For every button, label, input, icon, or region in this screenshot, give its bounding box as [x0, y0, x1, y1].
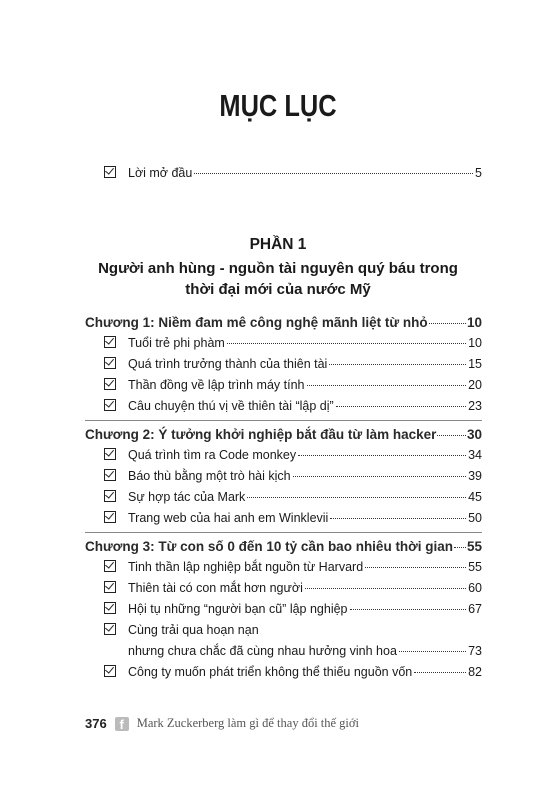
entry-page: 39	[468, 469, 482, 483]
toc-entry[interactable]	[104, 489, 482, 505]
entry-label: Thần đồng về lập trình máy tính	[128, 378, 305, 392]
leader-dots	[247, 497, 466, 498]
chapter-page: 10	[466, 315, 482, 330]
checkbox-icon	[104, 665, 116, 677]
page-number: 376	[85, 716, 107, 731]
checkbox-icon	[104, 623, 116, 635]
checkbox-icon	[104, 581, 116, 593]
entry-page: 10	[468, 336, 482, 350]
leader-dots	[350, 609, 467, 610]
toc-entry[interactable]	[104, 356, 482, 372]
chapter-title: Chương 3: Từ con số 0 đến 10 tỷ cần bao nhiêu thời gian	[85, 539, 454, 554]
leader-dots	[454, 547, 466, 548]
entry-page: 34	[468, 448, 482, 462]
leader-dots	[365, 567, 466, 568]
entry-label: Sự hợp tác của Mark	[128, 490, 246, 504]
toc-entry[interactable]	[104, 664, 482, 680]
entry-label-line2: nhưng chưa chắc đã cùng nhau hưởng vinh hoa	[128, 644, 397, 658]
checkbox-icon	[104, 511, 116, 523]
divider	[85, 420, 482, 421]
chapter-1-heading[interactable]	[85, 314, 482, 332]
entry-page: 60	[468, 581, 482, 595]
entry-label: Công ty muốn phát triển không thể thiếu nguồn vốn	[128, 665, 413, 679]
checkbox-icon	[104, 399, 116, 411]
entry-page: 23	[468, 399, 482, 413]
entry-label-line1: Cùng trải qua hoạn nạn	[128, 623, 259, 637]
part-subtitle-line2: thời đại mới của nước Mỹ	[185, 281, 371, 298]
checkbox-icon	[104, 357, 116, 369]
leader-dots	[329, 364, 466, 365]
entry-page: 55	[468, 560, 482, 574]
leader-dots	[437, 435, 466, 436]
leader-dots	[414, 672, 466, 673]
page-footer	[85, 716, 359, 731]
chapter-page: 30	[466, 427, 482, 442]
part-subtitle-line1: Người anh hùng - nguồn tài nguyên quý báu trong	[98, 260, 458, 277]
entry-page: 82	[468, 665, 482, 679]
toc-entry-preface[interactable]	[104, 165, 482, 181]
chapter-3-heading[interactable]	[85, 538, 482, 556]
entry-label: Báo thù bằng một trò hài kịch	[128, 469, 291, 483]
entry-label: Quá trình trưởng thành của thiên tài	[128, 357, 328, 371]
toc-entry[interactable]	[104, 559, 482, 575]
entry-page: 45	[468, 490, 482, 504]
page-title: MỤC LỤC	[219, 88, 337, 123]
entry-page: 20	[468, 378, 482, 392]
chapter-title: Chương 1: Niềm đam mê công nghệ mãnh liệt từ nhỏ	[85, 315, 428, 330]
entry-page: 67	[468, 602, 482, 616]
toc-entry[interactable]	[104, 377, 482, 393]
leader-dots	[429, 323, 466, 324]
checkbox-icon	[104, 378, 116, 390]
leader-dots	[305, 588, 466, 589]
toc-entry[interactable]	[104, 447, 482, 463]
leader-dots	[298, 455, 466, 456]
entry-label: Lời mở đầu	[128, 166, 193, 180]
toc-entry-multiline[interactable]	[104, 622, 482, 659]
part-name: PHẦN 1	[249, 236, 307, 253]
checkbox-icon	[104, 336, 116, 348]
divider	[85, 532, 482, 533]
toc-entry[interactable]	[104, 510, 482, 526]
leader-dots	[336, 406, 466, 407]
leader-dots	[399, 651, 466, 652]
entry-label: Trang web của hai anh em Winklevii	[128, 511, 329, 525]
toc-entry[interactable]	[104, 601, 482, 617]
checkbox-icon	[104, 166, 116, 178]
checkbox-icon	[104, 469, 116, 481]
entry-page: 73	[468, 644, 482, 658]
entry-label: Câu chuyện thú vị về thiên tài “lập dị”	[128, 399, 334, 413]
leader-dots	[227, 343, 466, 344]
leader-dots	[194, 173, 473, 174]
toc-entry[interactable]	[104, 580, 482, 596]
entry-label: Hội tụ những “người bạn cũ” lập nghiệp	[128, 602, 348, 616]
entry-label: Tinh thần lập nghiệp bắt nguồn từ Harvard	[128, 560, 364, 574]
checkbox-icon	[104, 602, 116, 614]
entry-page: 15	[468, 357, 482, 371]
running-title: Mark Zuckerberg làm gì để thay đổi thế giới	[136, 716, 359, 730]
toc-entry[interactable]	[104, 398, 482, 414]
toc-entry[interactable]	[104, 468, 482, 484]
leader-dots	[293, 476, 466, 477]
entry-page: 50	[468, 511, 482, 525]
toc-entry[interactable]	[104, 335, 482, 351]
facebook-icon: f	[115, 717, 129, 731]
checkbox-icon	[104, 448, 116, 460]
checkbox-icon	[104, 490, 116, 502]
entry-label: Tuổi trẻ phi phàm	[128, 336, 225, 350]
checkbox-icon	[104, 560, 116, 572]
entry-page: 5	[475, 166, 482, 180]
chapter-page: 55	[466, 539, 482, 554]
entry-label: Thiên tài có con mắt hơn người	[128, 581, 303, 595]
leader-dots	[307, 385, 467, 386]
chapter-title: Chương 2: Ý tưởng khởi nghiệp bắt đầu từ làm hacker	[85, 427, 437, 442]
entry-label: Quá trình tìm ra Code monkey	[128, 448, 297, 462]
chapter-2-heading[interactable]	[85, 426, 482, 444]
leader-dots	[330, 518, 466, 519]
